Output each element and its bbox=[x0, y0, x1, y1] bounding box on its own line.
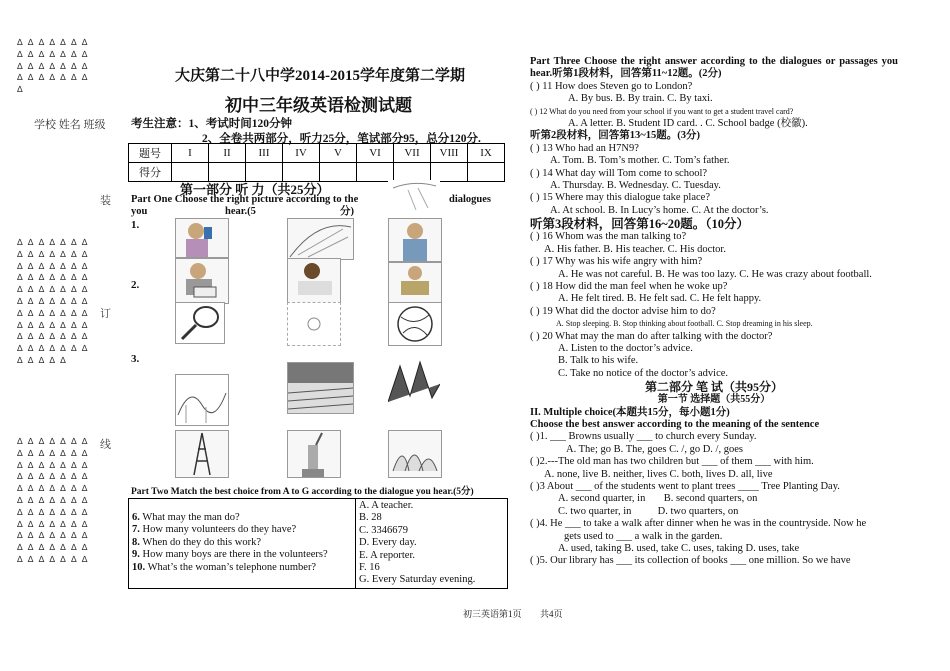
score-header-cell: III bbox=[246, 144, 283, 163]
part2-written-sub: 第一节 选择题（共55分） bbox=[657, 394, 771, 406]
question-17-options: A. He was not careful. B. He was too lazy. C. He was crazy about football. bbox=[558, 268, 872, 280]
match-question: 10. What’s the woman’s telephone number? bbox=[132, 561, 317, 573]
part1-instr-d: hear.(5 bbox=[225, 206, 256, 217]
mc-question-2: ( )2.---The old man has two children but ___ of them ___ with him. bbox=[530, 456, 814, 468]
mc-question-4-cont: gets used to ___ a walk in the garden. bbox=[564, 530, 723, 542]
match-option: F. 16 bbox=[359, 562, 380, 574]
part1-heading: 第一部分 听 力（共25分） bbox=[180, 182, 330, 197]
question-12-options: A. A letter. B. Student ID card. . C. School badge (校徽). bbox=[568, 118, 808, 130]
question-17: ( ) 17 Why was his wife angry with him? bbox=[530, 256, 703, 268]
seal-char-3: 线 bbox=[100, 439, 111, 451]
sydney-opera-house-picture[interactable] bbox=[388, 430, 442, 478]
question-20-option-c: C. Take no notice of the doctor’s advice. bbox=[558, 367, 729, 379]
seal-char-1: 装 bbox=[100, 195, 111, 207]
mountains-picture[interactable] bbox=[388, 356, 440, 406]
exam-note-1: 考生注意：1、考试时间120分钟 bbox=[131, 118, 292, 130]
mc-question-5: ( )5. Our library has ___ its collection of books ___ one million. So we have bbox=[530, 555, 851, 567]
question-12: ( ) 12 What do you need from your school if you want to get a student travel card? bbox=[530, 106, 794, 116]
score-cell[interactable] bbox=[394, 163, 431, 182]
match-question: 8. When do they do this work? bbox=[132, 536, 261, 548]
question-15: ( ) 15 Where may this dialogue take place? bbox=[530, 192, 710, 204]
mc-question-1-options: A. The; go B. The, goes C. /, go D. /, goes bbox=[566, 443, 743, 455]
score-header-cell: V bbox=[320, 144, 357, 163]
exam-school-title: 大庆第二十八中学2014-2015学年度第二学期 bbox=[175, 68, 465, 84]
eiffel-tower-picture[interactable] bbox=[175, 430, 229, 478]
question-11: ( ) 11 How does Steven go to London? bbox=[530, 80, 693, 92]
question-14: ( ) 14 What day will Tom come to school? bbox=[530, 167, 708, 179]
q-number-3: 3. bbox=[131, 353, 140, 365]
question-18-options: A. He felt tired. B. He felt sad. C. He felt happy. bbox=[558, 293, 762, 305]
score-cell[interactable] bbox=[468, 163, 505, 182]
mc-question-3-options-cd: C. two quarter, in D. two quarters, on bbox=[558, 505, 739, 517]
binding-triangles-bottom: ∆ ∆ ∆ ∆ ∆ ∆ ∆ ∆ ∆ ∆ ∆ ∆ ∆ ∆ ∆ ∆ ∆ ∆ ∆ ∆ ∆ ∆ ∆ ∆ ∆ ∆ ∆ ∆ ∆ ∆ ∆ ∆ ∆ ∆ ∆ ∆ ∆ ∆ ∆ ∆ ∆ ∆ ∆ ∆ ∆ ∆ ∆ ∆ ∆ ∆ ∆ ∆ ∆ ∆ ∆ ∆ ∆ ∆ ∆ ∆ ∆ ∆ ∆ ∆ ∆ ∆ ∆ ∆ ∆ ∆ ∆ ∆ ∆ ∆ ∆ ∆ ∆ bbox=[17, 437, 89, 565]
score-table bbox=[128, 143, 505, 182]
score-header-cell: IX bbox=[468, 144, 505, 163]
score-label-cell: 得分 bbox=[129, 163, 172, 182]
score-header-cell: I bbox=[172, 144, 209, 163]
match-option: A. A teacher. bbox=[359, 500, 414, 511]
score-cell[interactable] bbox=[357, 163, 394, 182]
mc-question-3: ( )3 About ___ of the students went to plant trees ____ Tree Planting Day. bbox=[530, 481, 840, 492]
question-19: ( ) 19 What did the doctor advise him to do? bbox=[530, 305, 716, 317]
part1-instr-a: Part One Choose the right picture according to the bbox=[131, 194, 359, 205]
volleyball-picture[interactable] bbox=[388, 302, 442, 346]
student-info-label: 学校 姓名 班级 bbox=[34, 119, 106, 131]
part2-written-heading: 第二部分 笔 试（共95分） bbox=[644, 380, 783, 395]
question-11-options: A. By bus. B. By train. C. By taxi. bbox=[568, 93, 713, 105]
question-16: ( ) 16 Whom was the man talking to? bbox=[530, 231, 687, 243]
match-question: 9. How many boys are there in the volunteers? bbox=[132, 549, 328, 561]
roller-coaster-picture[interactable] bbox=[175, 374, 229, 426]
right-column bbox=[530, 56, 898, 568]
exam-note-2: 2、全卷共两部分，听力25分，笔试部分95，总分120分. bbox=[202, 133, 481, 145]
girl-writing-picture[interactable] bbox=[287, 258, 341, 304]
match-option: E. A reporter. bbox=[359, 549, 415, 561]
girl-reading-picture[interactable] bbox=[175, 258, 229, 304]
match-question: 7. How many volunteers do they have? bbox=[132, 524, 297, 536]
part1-instr-b: dialogues bbox=[449, 194, 492, 205]
q-number-2: 2. bbox=[131, 279, 140, 291]
match-table bbox=[128, 498, 508, 589]
section-3-heading: 听第3段材料，回答第16~20题。（10分） bbox=[530, 217, 750, 232]
score-header-cell: IV bbox=[283, 144, 320, 163]
question-15-options: A. At school. B. In Lucy’s home. C. At the doctor’s. bbox=[550, 204, 769, 216]
instruction-picture bbox=[388, 180, 440, 214]
part1-instr-e: 分) bbox=[340, 206, 354, 217]
footer-page: 初三英语第1页 bbox=[463, 609, 522, 619]
question-20: ( ) 20 What may the man do after talking with the doctor? bbox=[530, 330, 773, 342]
binding-triangles-top: ∆ ∆ ∆ ∆ ∆ ∆ ∆ ∆ ∆ ∆ ∆ ∆ ∆ ∆ ∆ ∆ ∆ ∆ ∆ ∆ ∆ ∆ ∆ ∆ ∆ ∆ ∆ ∆ ∆ bbox=[17, 38, 89, 96]
score-header-cell: 题号 bbox=[129, 144, 172, 163]
binding-triangles-mid: ∆ ∆ ∆ ∆ ∆ ∆ ∆ ∆ ∆ ∆ ∆ ∆ ∆ ∆ ∆ ∆ ∆ ∆ ∆ ∆ ∆ ∆ ∆ ∆ ∆ ∆ ∆ ∆ ∆ ∆ ∆ ∆ ∆ ∆ ∆ ∆ ∆ ∆ ∆ ∆ ∆ ∆ ∆ ∆ ∆ ∆ ∆ ∆ ∆ ∆ ∆ ∆ ∆ ∆ ∆ ∆ ∆ ∆ ∆ ∆ ∆ ∆ ∆ ∆ ∆ ∆ ∆ ∆ ∆ ∆ ∆ ∆ ∆ ∆ ∆ bbox=[17, 238, 89, 366]
question-20-option-b: B. Talk to his wife. bbox=[558, 355, 639, 367]
tennis-racket-picture[interactable] bbox=[175, 302, 225, 344]
match-option: B. 28 bbox=[359, 512, 382, 524]
section-2-heading: 听第2段材料，回答第13~15题。(3分) bbox=[530, 130, 700, 142]
score-header-cell: VIII bbox=[431, 144, 468, 163]
woman-with-phone-picture[interactable] bbox=[175, 218, 229, 258]
question-20-option-a: A. Listen to the doctor’s advice. bbox=[558, 342, 693, 354]
boy-with-phone-picture[interactable] bbox=[388, 218, 442, 262]
question-19-options: A. Stop sleeping. B. Stop thinking about football. C. Stop dreaming in his sleep. bbox=[556, 319, 813, 329]
mc-title: II. Multiple choice(本题共15分，每小题1分) bbox=[530, 406, 730, 418]
q-number-1: 1. bbox=[131, 219, 140, 231]
question-13: ( ) 13 Who had an H7N9? bbox=[530, 142, 639, 154]
score-header-cell: II bbox=[209, 144, 246, 163]
exam-title: 初中三年级英语检测试题 bbox=[225, 96, 412, 115]
paper-ball-picture[interactable] bbox=[287, 302, 341, 346]
mc-question-3-options-ab: A. second quarter, in B. second quarters, on bbox=[558, 493, 758, 505]
score-cell[interactable] bbox=[431, 163, 468, 182]
seal-char-2: 订 bbox=[100, 308, 111, 320]
roof-building-picture[interactable] bbox=[287, 218, 354, 260]
mc-question-4-options: A. used, taking B. used, take C. uses, taking D. uses, take bbox=[558, 543, 800, 555]
part2-instr: Part Two Match the best choice from A to G according to the dialogue you hear.(5分) bbox=[131, 487, 474, 497]
match-question: 6. What may the man do? bbox=[132, 512, 240, 523]
question-18: ( ) 18 How did the man feel when he woke up? bbox=[530, 280, 728, 292]
footer-total: 共4页 bbox=[540, 609, 563, 619]
mc-question-4: ( )4. He ___ to take a walk after dinner when he was in the countryside. Now he bbox=[530, 518, 867, 530]
question-14-options: A. Thursday. B. Wednesday. C. Tuesday. bbox=[550, 180, 721, 192]
match-option: G. Every Saturday evening. bbox=[359, 574, 476, 586]
match-option: D. Every day. bbox=[359, 537, 417, 549]
part3-instr: Part Three Choose the right answer according to the dialogues or passages you hear.听第1段材料，回答第11~12题。(2分) bbox=[530, 56, 898, 80]
score-header-cell: VI bbox=[357, 144, 394, 163]
match-option: C. 3346679 bbox=[359, 524, 409, 536]
mc-question-2-options: A. none, live B. neither, lives C. both, lives D. all, live bbox=[544, 468, 773, 480]
question-13-options: A. Tom. B. Tom’s mother. C. Tom’s father. bbox=[550, 155, 730, 167]
statue-of-liberty-picture[interactable] bbox=[287, 430, 341, 478]
score-header-cell: VII bbox=[394, 144, 431, 163]
mc-question-1: ( )1. ___ Browns usually ___ to church every Sunday. bbox=[530, 431, 757, 443]
part1-instr-c: you bbox=[131, 206, 148, 217]
mc-instruction: Choose the best answer according to the meaning of the sentence bbox=[530, 418, 820, 430]
question-16-options: A. His father. B. His teacher. C. His doctor. bbox=[544, 243, 726, 255]
swimming-pool-picture[interactable] bbox=[287, 362, 354, 414]
boy-reading-picture[interactable] bbox=[388, 262, 442, 304]
